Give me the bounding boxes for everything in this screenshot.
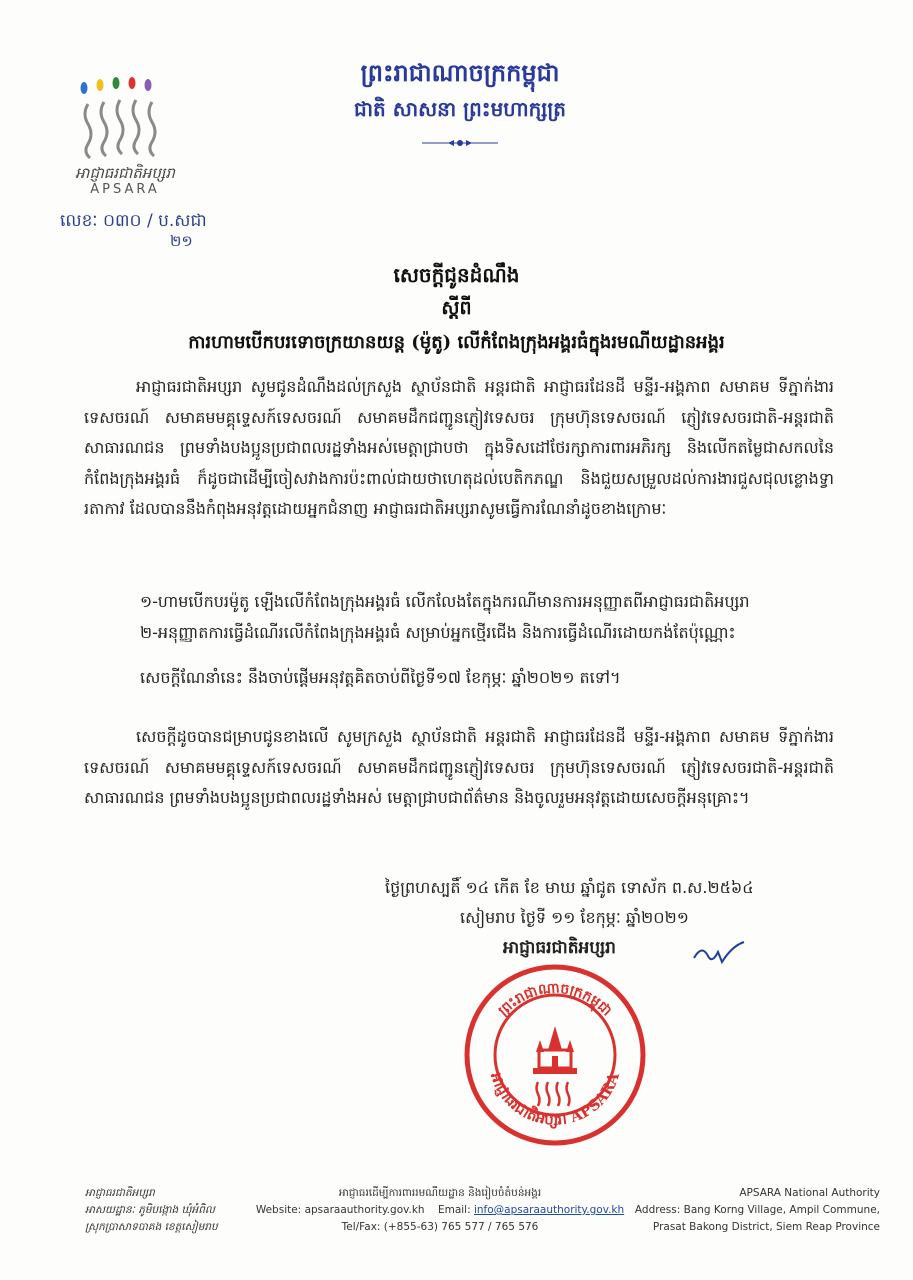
footer-middle	[250, 1185, 630, 1236]
instruction-item-2: ២-អនុញ្ញាតការធ្វើដំណើរលើកំពែងក្រុងអង្គរធំ សម្រាប់អ្នកថ្មើរជើង និងការធ្វើដំណើរដោយកង់តែប៉ុណ្ណោះ	[140, 623, 736, 642]
signing-authority: អាជ្ញាធរជាតិអប្សរា	[503, 938, 616, 958]
footer-right	[630, 1185, 880, 1236]
footer-telfax: Tel/Fax: (+855-63) 765 577 / 765 576	[341, 1221, 539, 1233]
email-link[interactable]: info@apsaraauthority.gov.kh	[473, 1204, 625, 1216]
seal-bottom-text: អាជ្ញាធរជាតិអប្សរា APSARA	[486, 1069, 624, 1129]
email-label: Email:	[437, 1204, 471, 1216]
footer-right-line-3: Prasat Bakong District, Siem Reap Province	[652, 1221, 880, 1233]
official-seal	[460, 960, 650, 1150]
footer-right-line-2: Address: Bang Korng Village, Ampil Commune,	[634, 1204, 880, 1216]
footer-left	[85, 1185, 218, 1236]
svg-text:អាជ្ញាធរជាតិអប្សរា APSARA	[487, 1070, 623, 1129]
lunar-date: ថ្ងៃព្រហស្បតិ៍ ១៤ កើត ខែ មាឃ ឆ្នាំជូត ទោស័ក ព.ស.២៥៦៤	[385, 878, 754, 897]
apsara-flames-icon	[60, 74, 190, 164]
reference-label: លេខៈ ០៣០	[60, 211, 142, 231]
footer-middle-title: អាជ្ញាធរដើម្បីការពារ​រមណីយដ្ឋាន និងរៀបចំតំបន់អង្គរ	[338, 1187, 542, 1199]
website-label: Website:	[255, 1204, 302, 1216]
reference-year: ២១	[170, 232, 193, 250]
footer-left-line-1: អាជ្ញាធរជាតិអប្សរា	[85, 1187, 155, 1199]
body-paragraph-2: សេចក្តីដូចបានជម្រាបជូនខាងលើ សូមក្រសួង ស្ថាប័នជាតិ អន្តរជាតិ អាជ្ញាធរដែនដី មន្ទីរ-អង្គភាព សមាគម ទីភ្នាក់ងារទេសចរណ៍ សមាគមមគ្គុទ្ទេសក៍ទេសចរណ៍ សមាគមដឹកជញ្ជូនភ្ញៀវទេសចរ ក្រុមហ៊ុនទេសចរណ៍ ភ្ញៀវទេសចរជាតិ-អន្តរជាតិ សាធារណជន ព្រមទាំងបងប្អូនប្រជាពលរដ្ឋទាំងអស់ មេត្តាជ្រាបជាព័ត៌មាន និងចូលរួមអនុវត្តដោយសេចក្តីអនុគ្រោះ។	[84, 727, 834, 807]
footer-left-line-2: អាសយដ្ឋានៈ ភូមិបង្កោង ឃុំអំពិល	[85, 1204, 215, 1216]
kingdom-header: ព្រះរាជាណាចក្រកម្ពុជា	[360, 58, 560, 87]
apsara-logo	[60, 74, 190, 164]
footer-left-line-3: ស្រុកប្រាសាទបាគង ខេត្តសៀមរាប	[85, 1221, 218, 1233]
footer-right-line-1: APSARA National Authority	[739, 1187, 880, 1199]
solar-date: សៀមរាប ថ្ងៃទី ១១ ខែកុម្ភៈ ឆ្នាំ២០២១	[460, 908, 689, 927]
document-subject: ការហាមបើកបរទោចក្រយានយន្ត (ម៉ូតូ) លើកំពែងក្រុងអង្គរធំក្នុងរមណីយដ្ឋានអង្គរ	[188, 332, 725, 353]
footer-contacts	[250, 1202, 630, 1219]
website-link[interactable]: apsaraauthority.gov.kh	[304, 1204, 425, 1216]
handwritten-signature	[690, 938, 750, 968]
document-subtitle: ស្តីពី	[441, 297, 472, 319]
logo-text-kh: អាជ្ញាធរជាតិអប្សរា	[75, 164, 175, 182]
effective-date-note: សេចក្តីណែនាំនេះ នឹងចាប់ផ្តើមអនុវត្តគិតចាប់ពីថ្ងៃទី១៧ ខែកុម្ភៈ ឆ្នាំ២០២១ តទៅ។	[140, 668, 621, 687]
document-title: សេចក្តីជូនដំណឹង	[393, 263, 520, 287]
ornament-divider-icon	[420, 138, 500, 148]
instruction-item-1: ១-ហាមបើកបរម៉ូតូ ឡើងលើកំពែងក្រុងអង្គរធំ លើកលែងតែក្នុងករណីមានការអនុញ្ញាតពីអាជ្ញាធរជាតិអប្សរា	[140, 592, 750, 611]
national-motto: ជាតិ សាសនា ព្រះមហាក្សត្រ	[354, 97, 566, 121]
logo-text-en: APSARA	[90, 182, 160, 197]
reference-suffix: / ប.សជា	[146, 211, 207, 231]
seal-top-text: ព្រះរាជាណាចក្រកម្ពុជា	[495, 980, 615, 1020]
body-paragraph-1: អាជ្ញាធរជាតិអប្សរា សូមជូនដំណឹងដល់ក្រសួង ស្ថាប័នជាតិ អន្តរជាតិ អាជ្ញាធរដែនដី មន្ទីរ-អង្គភាព សមាគម ទីភ្នាក់ងារទេសចរណ៍ សមាគមមគ្គុទ្ទេសក៍ទេសចរណ៍ សមាគមដឹកជញ្ជូនភ្ញៀវទេសចរ ក្រុមហ៊ុនទេសចរណ៍ ភ្ញៀវទេសចរជាតិ-អន្តរជាតិ សាធារណជន ព្រមទាំងបងប្អូនប្រជាពលរដ្ឋទាំងអស់មេត្តាជ្រាបថា ក្នុងទិសដៅថែរក្សាការពារអភិរក្ស និងលើកតម្លៃជាសកលនៃកំពែងក្រុងអង្គរធំ ក៏ដូចជាដើម្បីចៀសវាងការប៉ះពាល់ជាយថាហេតុដល់បេតិកភណ្ឌ និងជួយសម្រួលដល់ការងារជួសជុលខ្លោងទ្វារតាកាវ ដែលបាននឹងកំពុងអនុវត្តដោយអ្នកជំនាញ អាជ្ញាធរជាតិអប្សរាសូមធ្វើការណែនាំដូចខាងក្រោមៈ	[84, 377, 835, 518]
